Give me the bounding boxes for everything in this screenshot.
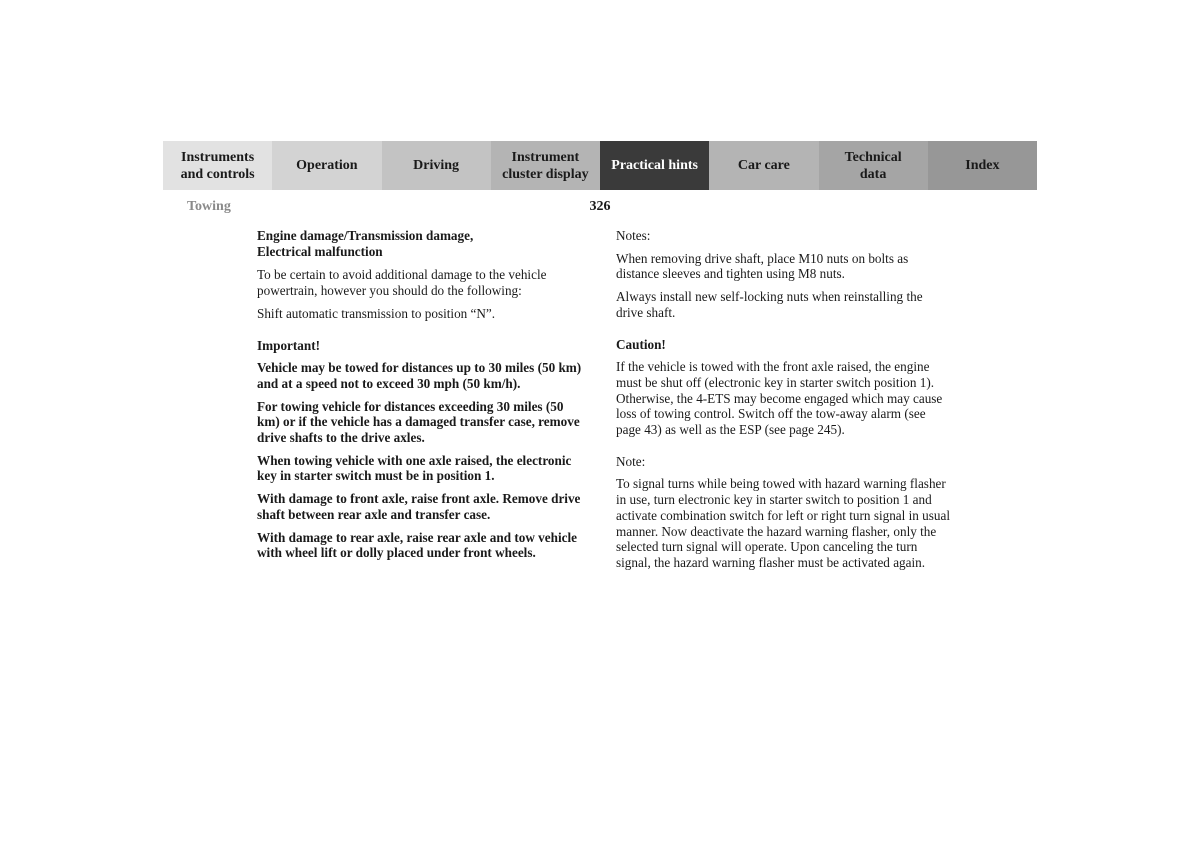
note-heading: Note: xyxy=(616,453,646,469)
tab-technical-data[interactable]: Technical data xyxy=(819,141,928,190)
shift-instruction: Shift automatic transmission to position “N”. xyxy=(257,305,496,321)
page-number: 326 xyxy=(589,199,611,214)
section-label: Towing xyxy=(187,199,231,214)
important-heading: Important! xyxy=(257,337,321,353)
caution-heading: Caution! xyxy=(616,336,666,352)
intro-paragraph: To be certain to avoid additional damage to the vehicle powertrain, however you should do the following: xyxy=(257,267,547,299)
important-item: For towing vehicle for distances exceeding 30 miles (50 km) or if the vehicle has a damaged transfer case, remove drive shafts to the drive axles. xyxy=(257,398,580,446)
tab-instrument-cluster-display[interactable]: Instrument cluster display xyxy=(491,141,600,190)
tab-operation[interactable]: Operation xyxy=(272,141,381,190)
section-title: Engine damage/Transmission damage, Electrical malfunction xyxy=(257,228,474,259)
right-column xyxy=(616,228,952,578)
tab-driving[interactable]: Driving xyxy=(382,141,491,190)
caution-text: If the vehicle is towed with the front axle raised, the engine must be shut off (electronic key in starter switch position 1). Otherwise, the 4-ETS may become engaged which may cause loss of towing control. Switch off the tow-away alarm (see page 43) as well as the ESP (see page 245). xyxy=(616,359,943,438)
tab-index[interactable]: Index xyxy=(928,141,1037,190)
important-item: Vehicle may be towed for distances up to 30 miles (50 km) and at a speed not to exceed 30 mph (50 km/h). xyxy=(257,360,582,391)
note-text: To signal turns while being towed with hazard warning flasher in use, turn electronic key in starter switch to position 1 and activate combination switch for left or right turn signal in usual manner. Now deactivate the hazard warning flasher, only the selected turn signal will operate. Upon canceling the turn signal, the hazard warning flasher must be activated again. xyxy=(616,476,951,570)
tab-practical-hints[interactable]: Practical hints xyxy=(600,141,709,190)
important-item: With damage to front axle, raise front axle. Remove drive shaft between rear axle and transfer case. xyxy=(257,491,581,522)
left-column xyxy=(257,228,587,568)
notes-heading: Notes: xyxy=(616,228,651,243)
tab-car-care[interactable]: Car care xyxy=(709,141,818,190)
important-item: When towing vehicle with one axle raised, the electronic key in starter switch must be in position 1. xyxy=(257,452,572,484)
note-item: When removing drive shaft, place M10 nuts on bolts as distance sleeves and tighten using M8 nuts. xyxy=(616,250,909,282)
chapter-tabs xyxy=(163,141,1037,190)
important-item: With damage to rear axle, raise rear axle and tow vehicle with wheel lift or dolly placed under front wheels. xyxy=(257,529,577,561)
tab-instruments-and-controls[interactable]: Instruments and controls xyxy=(163,141,272,190)
note-item: Always install new self-locking nuts when reinstalling the drive shaft. xyxy=(616,289,923,320)
